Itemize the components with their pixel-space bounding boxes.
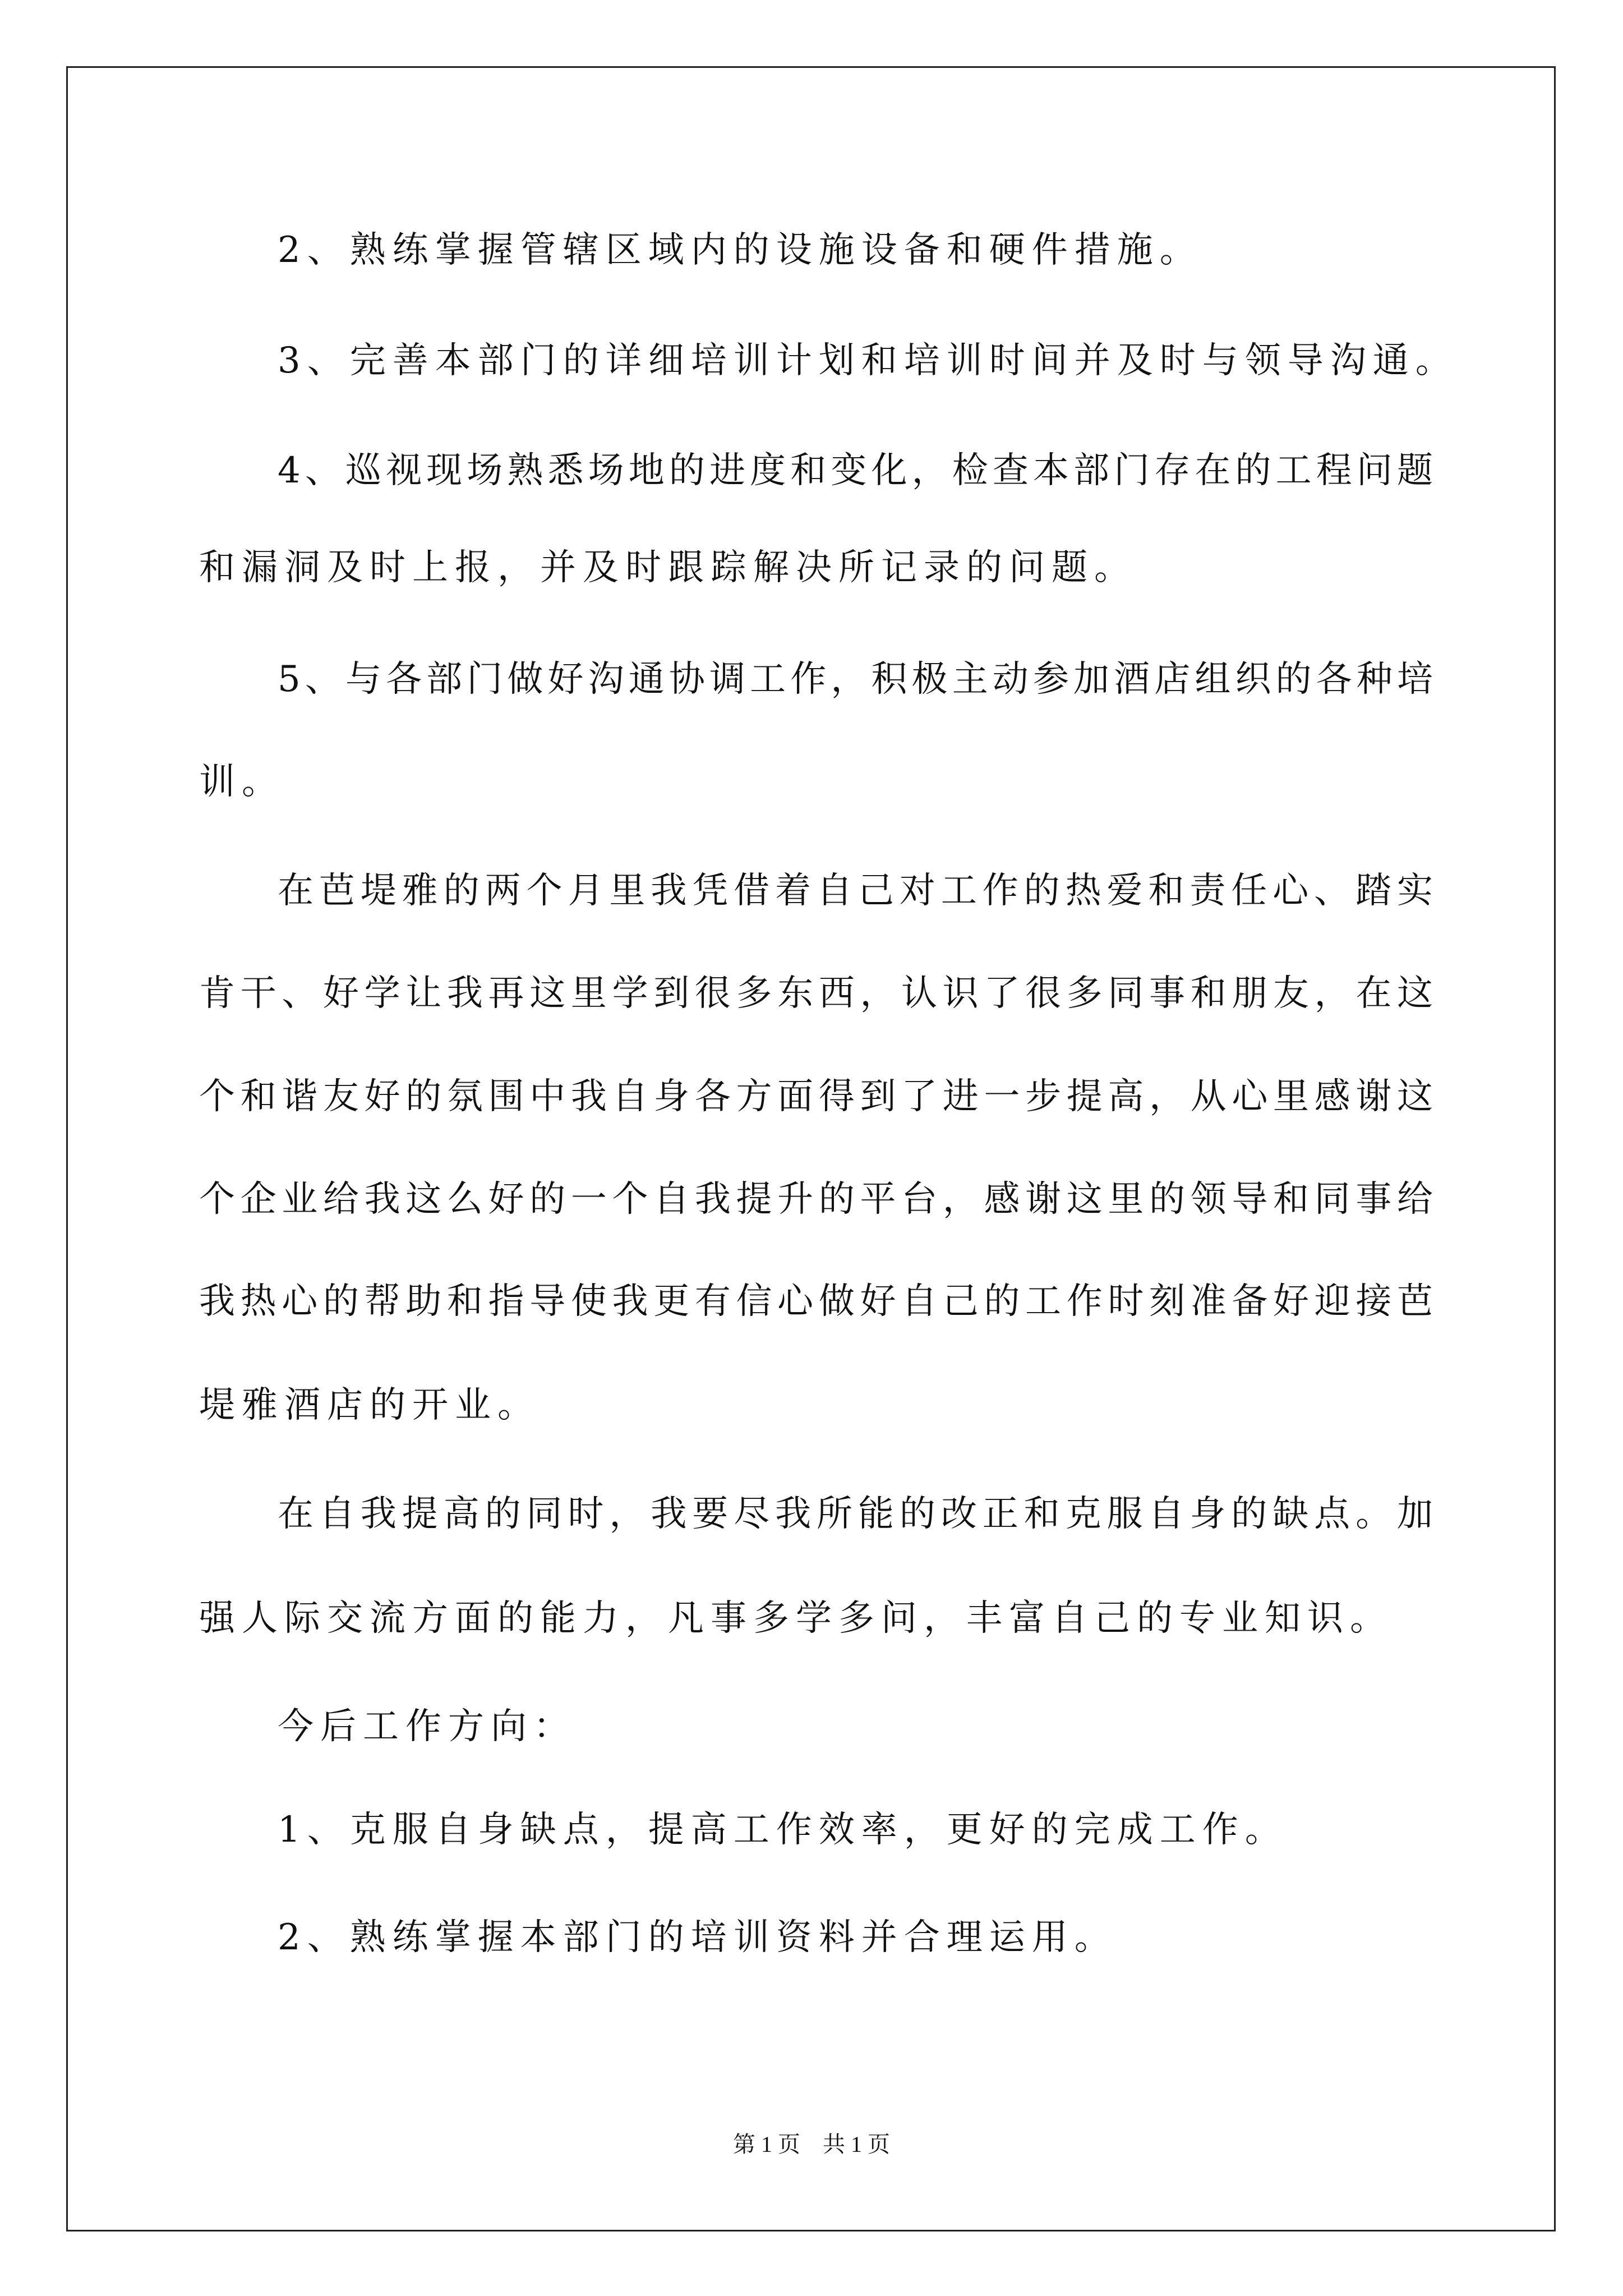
paragraph-line: 2、熟练掌握管辖区域内的设施设备和硬件措施。 — [278, 229, 1202, 271]
paragraph-line: 今后工作方向： — [278, 1706, 576, 1747]
paragraph-line: 在自我提高的同时，我要尽我所能的改正和克服自身的缺点。加 — [278, 1493, 1433, 1535]
paragraph-line: 在芭堤雅的两个月里我凭借着自己对工作的热爱和责任心、踏实 — [278, 870, 1433, 912]
paragraph-line: 个企业给我这么好的一个自我提升的平台，感谢这里的领导和同事给 — [199, 1179, 1433, 1220]
paragraph-line: 2、熟练掌握本部门的培训资料并合理运用。 — [278, 1917, 1117, 1958]
paragraph-line: 训。 — [199, 761, 284, 803]
paragraph-line: 5、与各部门做好沟通协调工作，积极主动参加酒店组织的各种培 — [278, 659, 1433, 700]
paragraph-line: 肯干、好学让我再这里学到很多东西，认识了很多同事和朋友，在这 — [199, 973, 1433, 1014]
paragraph-line: 堤雅酒店的开业。 — [199, 1384, 540, 1426]
paragraph-line: 3、完善本部门的详细培训计划和培训时间并及时与领导沟通。 — [278, 340, 1458, 381]
paragraph-line: 1、克服自身缺点，提高工作效率，更好的完成工作。 — [278, 1809, 1288, 1851]
paragraph-line: 4、巡视现场熟悉场地的进度和变化，检查本部门存在的工程问题 — [278, 450, 1433, 491]
paragraph-line: 强人际交流方面的能力，凡事多学多问，丰富自己的专业知识。 — [199, 1598, 1393, 1639]
paragraph-line: 我热心的帮助和指导使我更有信心做好自己的工作时刻准备好迎接芭 — [199, 1281, 1433, 1322]
page-number-footer: 第 1 页 共 1 页 — [733, 2132, 890, 2157]
paragraph-line: 个和谐友好的氛围中我自身各方面得到了进一步提高，从心里感谢这 — [199, 1076, 1433, 1117]
paragraph-line: 和漏洞及时上报，并及时跟踪解决所记录的问题。 — [199, 547, 1137, 588]
